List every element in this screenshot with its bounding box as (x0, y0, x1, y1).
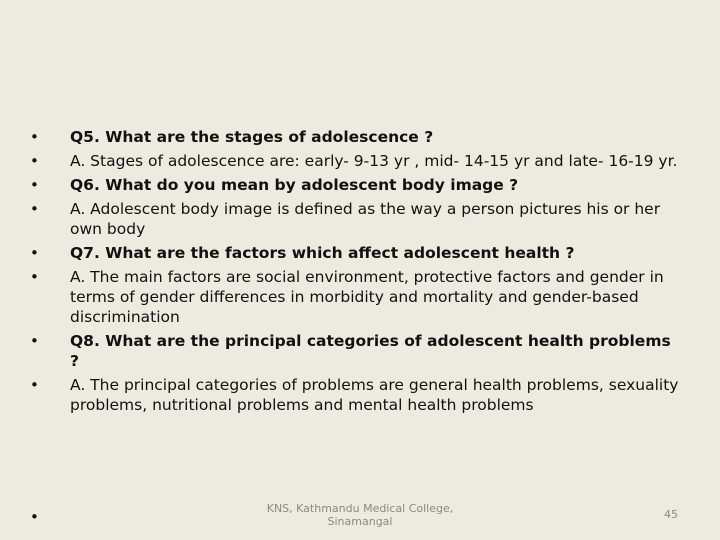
empty-bullet-icon: • (30, 508, 39, 526)
bullet-icon: • (30, 152, 39, 170)
footer-line-1: KNS, Kathmandu Medical College, (266, 502, 454, 515)
bullet-text: Q7. What are the factors which affect adolescent health ? (70, 244, 575, 262)
question-q7 (30, 243, 680, 263)
bullet-icon: • (30, 128, 39, 146)
page-number: 45 (664, 508, 678, 521)
question-q6 (30, 175, 680, 195)
bullet-icon: • (30, 244, 39, 262)
bullet-text: A. Adolescent body image is defined as the way a person pictures his or her own body (70, 200, 661, 238)
bullet-icon: • (30, 176, 39, 194)
answer-q6 (30, 199, 680, 239)
bullet-text: Q5. What are the stages of adolescence ? (70, 128, 434, 146)
bullet-icon: • (30, 200, 39, 218)
bullet-text: Q8. What are the principal categories of adolescent health problems ? (70, 332, 671, 370)
slide-footer (250, 502, 470, 528)
bullet-text: A. Stages of adolescence are: early- 9-13 yr , mid- 14-15 yr and late- 16-19 yr. (70, 152, 678, 170)
footer-line-2: Sinamangal (327, 515, 393, 528)
answer-q7 (30, 267, 680, 327)
question-q5 (30, 127, 680, 147)
bullet-text: A. The main factors are social environment, protective factors and gender in terms of gender differences in morbidity and mortality and gender-based discrimination (70, 268, 664, 326)
answer-q5 (30, 151, 680, 171)
answer-q8 (30, 375, 680, 415)
bullet-text: A. The principal categories of problems are general health problems, sexuality problems, nutritional problems and mental health problems (70, 376, 679, 414)
bullet-icon: • (30, 332, 39, 350)
bullet-list (30, 127, 680, 419)
bullet-icon: • (30, 376, 39, 394)
bullet-text: Q6. What do you mean by adolescent body image ? (70, 176, 519, 194)
question-q8 (30, 331, 680, 371)
bullet-icon: • (30, 268, 39, 286)
